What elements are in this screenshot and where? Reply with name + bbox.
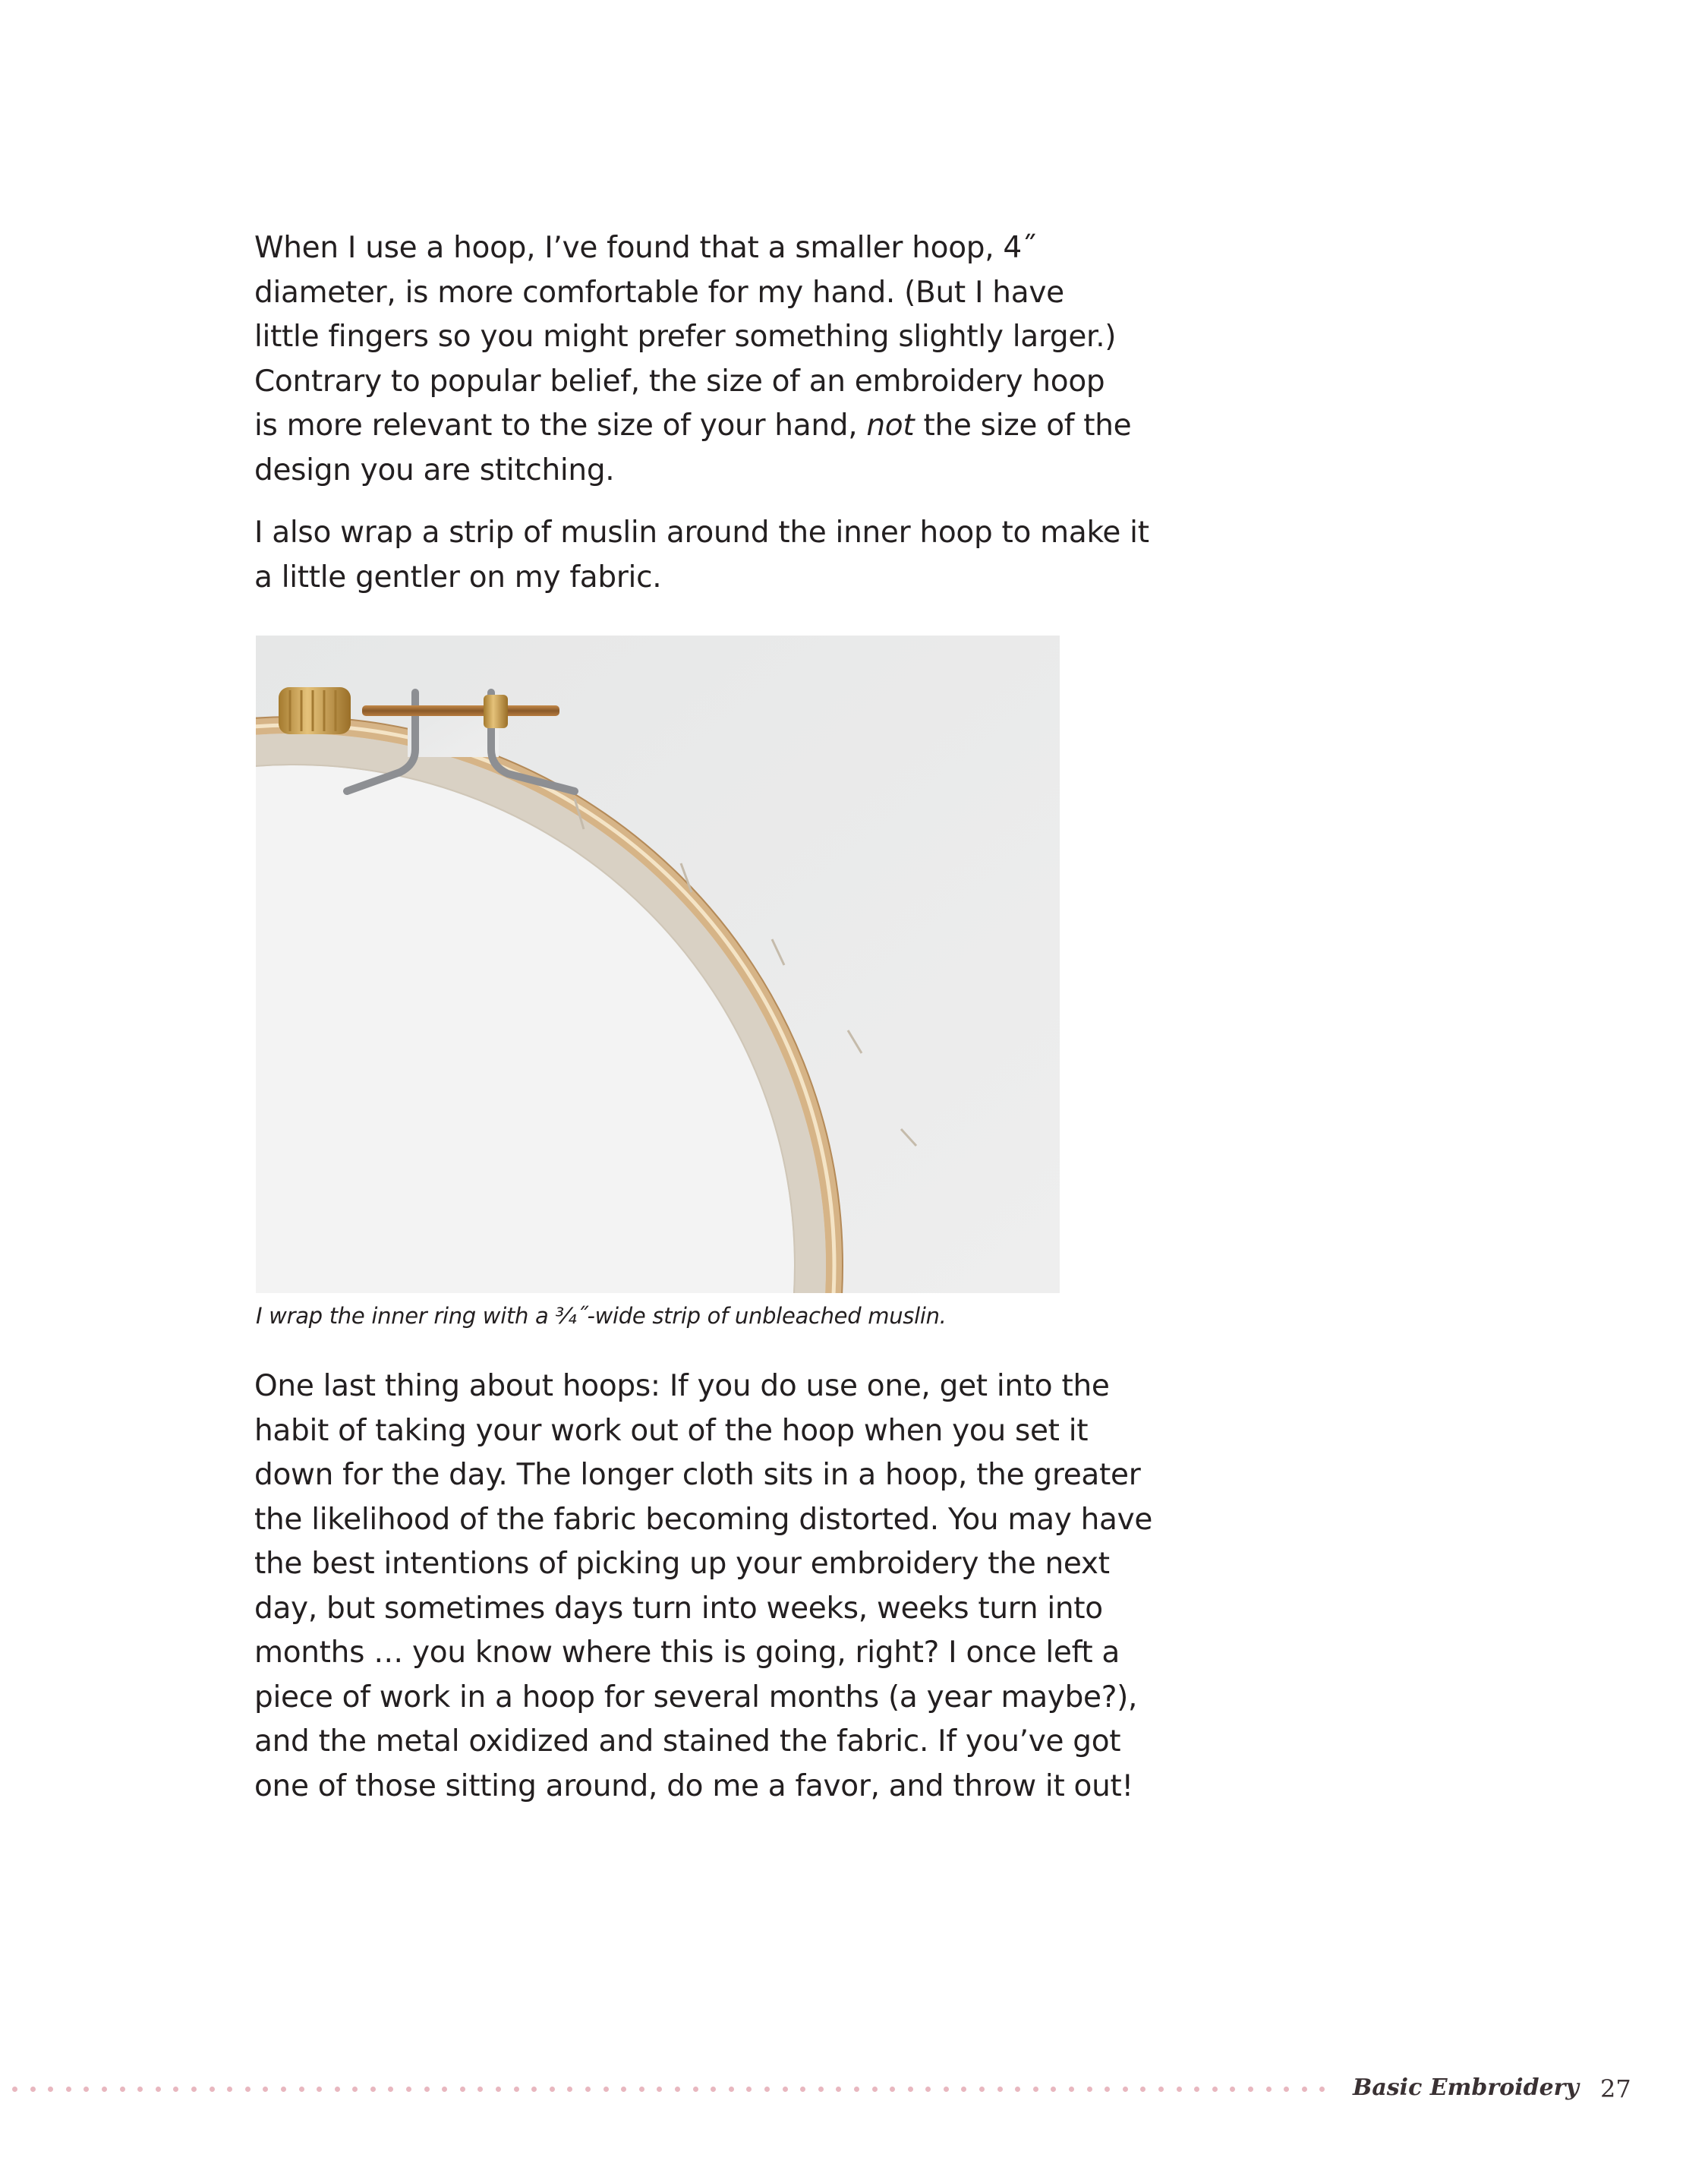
footer-dot — [639, 2087, 644, 2092]
footer-dot — [783, 2087, 788, 2092]
footer-dot — [496, 2087, 501, 2092]
footer-dot — [227, 2087, 232, 2092]
footer-dot — [1140, 2087, 1145, 2092]
footer-dot — [872, 2087, 878, 2092]
text-line: habit of taking your work out of the hoop when you set it — [254, 1413, 1089, 1448]
footer-dot — [120, 2087, 125, 2092]
footer-dot — [191, 2087, 197, 2092]
footer-dot — [1230, 2087, 1235, 2092]
footer-dot — [818, 2087, 824, 2092]
footer-dot — [531, 2087, 537, 2092]
footer-dot — [1266, 2087, 1272, 2092]
footer-dot — [1302, 2087, 1307, 2092]
dotted-rule — [12, 2087, 1325, 2092]
footer-dot — [890, 2087, 895, 2092]
footer-dot — [657, 2087, 662, 2092]
text-line: down for the day. The longer cloth sits in a hoop, the greater — [254, 1458, 1141, 1492]
footer-dot — [836, 2087, 841, 2092]
footer-dot — [1123, 2087, 1128, 2092]
text-line: day, but sometimes days turn into weeks, weeks turn into — [254, 1591, 1103, 1626]
footer-dot — [477, 2087, 483, 2092]
footer-dot — [1033, 2087, 1038, 2092]
emphasis-text: not — [866, 409, 915, 443]
footer-dot — [729, 2087, 734, 2092]
footer-dot — [263, 2087, 268, 2092]
footer-dot — [944, 2087, 949, 2092]
footer-dot — [550, 2087, 555, 2092]
footer-dot — [711, 2087, 716, 2092]
footer-dot — [388, 2087, 393, 2092]
text-segment: is more relevant to the size of your hand, — [254, 409, 867, 443]
footer-dot — [156, 2087, 161, 2092]
footer-dot — [352, 2087, 358, 2092]
text-line: the likelihood of the fabric becoming distorted. You may have — [254, 1502, 1153, 1537]
footer-dot — [424, 2087, 430, 2092]
photo-caption: I wrap the inner ring with a ¾˝-wide strip of unbleached muslin. — [256, 1303, 947, 1329]
footer-dot — [245, 2087, 251, 2092]
footer-dot — [1284, 2087, 1289, 2092]
text-segment: the size of the — [914, 409, 1132, 443]
footer-dot — [979, 2087, 985, 2092]
text-line: the best intentions of picking up your embroidery the next — [254, 1547, 1110, 1581]
footer-dot — [1319, 2087, 1325, 2092]
page-number: 27 — [1600, 2074, 1631, 2103]
text-line: months … you know where this is going, right? I once left a — [254, 1636, 1120, 1670]
footer-dot — [48, 2087, 53, 2092]
footer-dot — [317, 2087, 322, 2092]
footer-dot — [925, 2087, 931, 2092]
text-line — [254, 404, 1132, 449]
footer-dot — [621, 2087, 626, 2092]
footer-dot — [1051, 2087, 1056, 2092]
footer-dot — [1087, 2087, 1092, 2092]
text-line: One last thing about hoops: If you do use one, get into the — [254, 1369, 1110, 1403]
footer-dot — [1105, 2087, 1110, 2092]
footer-dot — [854, 2087, 859, 2092]
footer-dot — [102, 2087, 107, 2092]
embroidery-hoop-photo — [256, 636, 1060, 1293]
footer-dot — [800, 2087, 805, 2092]
footer-dot — [603, 2087, 609, 2092]
footer-dot — [281, 2087, 286, 2092]
footer-dot — [961, 2087, 966, 2092]
footer-dot — [442, 2087, 447, 2092]
footer-dot — [210, 2087, 215, 2092]
footer-dot — [299, 2087, 304, 2092]
footer-dot — [514, 2087, 519, 2092]
footer-dot — [173, 2087, 178, 2092]
footer-dot — [12, 2087, 17, 2092]
body-paragraph-3 — [254, 1364, 1153, 1809]
footer-dot — [137, 2087, 143, 2092]
text-line: piece of work in a hoop for several months (a year maybe?), — [254, 1680, 1138, 1714]
page-footer — [0, 2065, 1708, 2111]
text-line: and the metal oxidized and stained the fabric. If you’ve got — [254, 1724, 1121, 1759]
text-line: When I use a hoop, I’ve found that a smaller hoop, 4˝ — [254, 231, 1037, 265]
text-line: one of those sitting around, do me a favor, and throw it out! — [254, 1768, 1133, 1803]
text-line: diameter, is more comfortable for my hand. (But I have — [254, 275, 1064, 310]
footer-dot — [66, 2087, 71, 2092]
footer-dot — [406, 2087, 411, 2092]
footer-dot — [370, 2087, 376, 2092]
footer-dot — [30, 2087, 36, 2092]
footer-dot — [1015, 2087, 1020, 2092]
text-line: I also wrap a strip of muslin around the inner hoop to make it — [254, 516, 1149, 550]
footer-dot — [764, 2087, 770, 2092]
footer-dot — [1158, 2087, 1164, 2092]
footer-dot — [1248, 2087, 1253, 2092]
text-line: Contrary to popular belief, the size of an embroidery hoop — [254, 364, 1105, 399]
text-line: a little gentler on my fabric. — [254, 560, 662, 595]
footer-dot — [1212, 2087, 1218, 2092]
footer-dot — [746, 2087, 752, 2092]
footer-dot — [908, 2087, 913, 2092]
footer-dot — [1069, 2087, 1074, 2092]
text-line: design you are stitching. — [254, 453, 615, 487]
footer-dot — [1194, 2087, 1199, 2092]
body-paragraph-2 — [254, 511, 1149, 600]
footer-dot — [675, 2087, 680, 2092]
footer-dot — [1177, 2087, 1182, 2092]
footer-dot — [460, 2087, 465, 2092]
footer-dot — [84, 2087, 89, 2092]
footer-dot — [585, 2087, 591, 2092]
footer-dot — [567, 2087, 572, 2092]
footer-dot — [335, 2087, 340, 2092]
text-line: little fingers so you might prefer something slightly larger.) — [254, 320, 1117, 354]
footer-dot — [997, 2087, 1003, 2092]
body-paragraph-1 — [254, 226, 1132, 493]
running-footer-title: Basic Embroidery — [1353, 2074, 1579, 2101]
footer-dot — [693, 2087, 698, 2092]
